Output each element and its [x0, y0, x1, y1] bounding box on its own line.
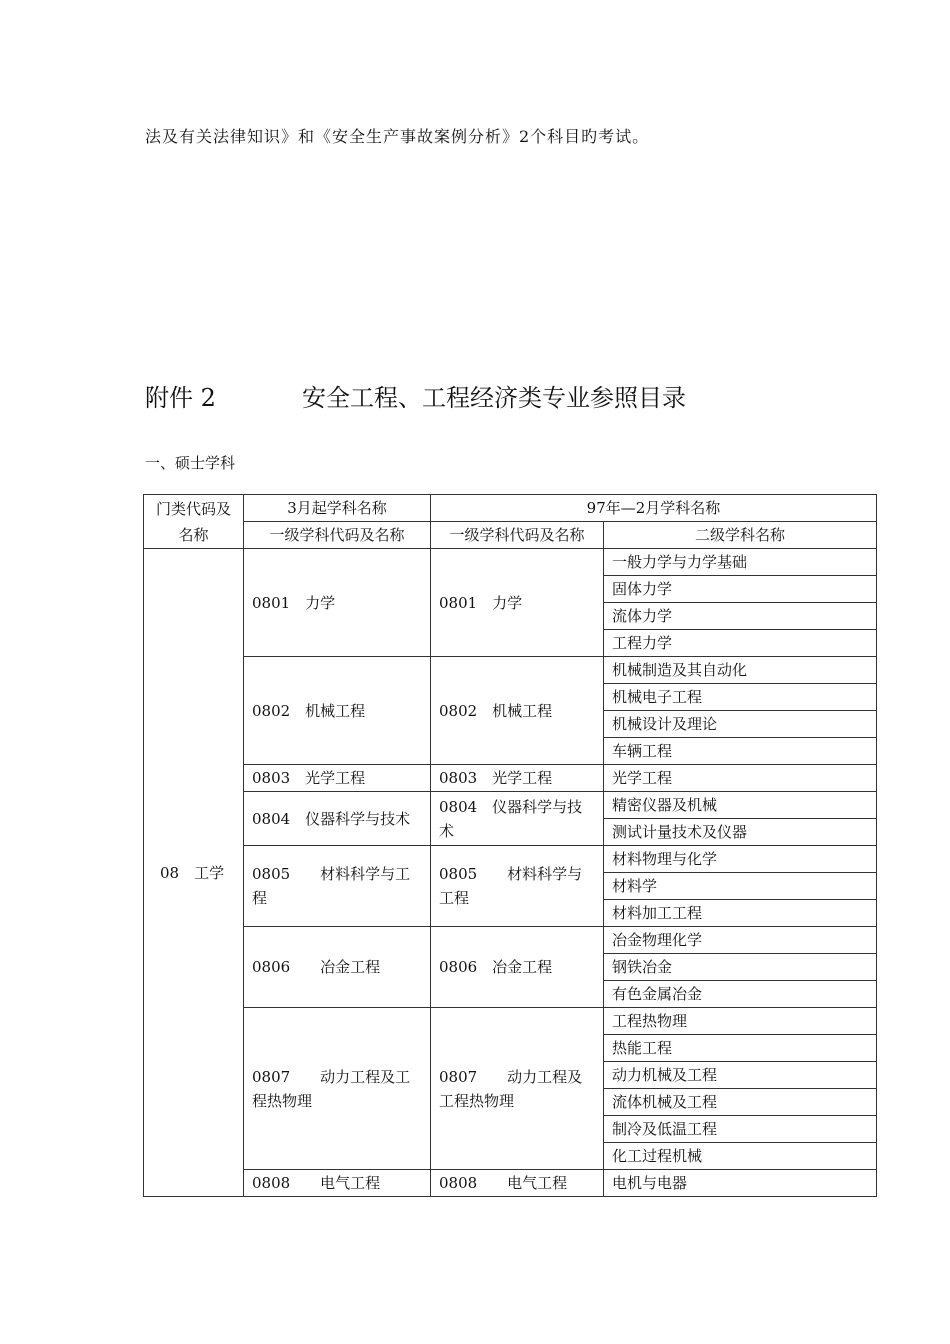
second-level-cell: 机械设计及理论: [604, 711, 877, 738]
second-level-cell: 光学工程: [604, 765, 877, 792]
table-header-row: [144, 495, 877, 522]
old-first-level-cell: 0806 冶金工程: [431, 927, 604, 1008]
second-level-cell: 冶金物理化学: [604, 927, 877, 954]
table-subheader-row: [144, 522, 877, 549]
table-row: [144, 846, 877, 873]
header-new-names: 3月起学科名称: [244, 495, 431, 522]
second-level-cell: 机械电子工程: [604, 684, 877, 711]
new-first-level-cell: 0804 仪器科学与技术: [244, 792, 431, 846]
second-level-cell: 动力机械及工程: [604, 1062, 877, 1089]
new-first-level-cell: 0801 力学: [244, 549, 431, 657]
discipline-table: [143, 494, 877, 1197]
second-level-cell: 固体力学: [604, 576, 877, 603]
new-first-level-cell: 0808 电气工程: [244, 1170, 431, 1197]
second-level-cell: 工程热物理: [604, 1008, 877, 1035]
new-first-level-cell: 0806 冶金工程: [244, 927, 431, 1008]
second-level-cell: 电机与电器: [604, 1170, 877, 1197]
header-old-first-level: 一级学科代码及名称: [431, 522, 604, 549]
table-row: [144, 1170, 877, 1197]
header-new-first-level: 一级学科代码及名称: [244, 522, 431, 549]
new-first-level-cell: 0802 机械工程: [244, 657, 431, 765]
old-first-level-cell: 0804 仪器科学与技术: [431, 792, 604, 846]
second-level-cell: 钢铁冶金: [604, 954, 877, 981]
second-level-cell: 制冷及低温工程: [604, 1116, 877, 1143]
intro-text: 法及有关法律知识》和《安全生产事故案例分析》2个科目旳考试。: [145, 127, 650, 146]
second-level-cell: 化工过程机械: [604, 1143, 877, 1170]
second-level-cell: 材料物理与化学: [604, 846, 877, 873]
old-first-level-cell: 0805 材料科学与工程: [431, 846, 604, 927]
old-first-level-cell: 0807 动力工程及工程热物理: [431, 1008, 604, 1170]
header-old-second-level: 二级学科名称: [604, 522, 877, 549]
table-row: [144, 765, 877, 792]
table-row: [144, 1008, 877, 1035]
new-first-level-cell: 0805 材料科学与工程: [244, 846, 431, 927]
old-first-level-cell: 0801 力学: [431, 549, 604, 657]
table-row: [144, 927, 877, 954]
header-old-names: 97年—2月学科名称: [431, 495, 877, 522]
header-category: 门类代码及名称: [144, 495, 244, 549]
second-level-cell: 机械制造及其自动化: [604, 657, 877, 684]
second-level-cell: 流体机械及工程: [604, 1089, 877, 1116]
new-first-level-cell: 0803 光学工程: [244, 765, 431, 792]
old-first-level-cell: 0802 机械工程: [431, 657, 604, 765]
table-row: [144, 792, 877, 819]
table-row: [144, 657, 877, 684]
second-level-cell: 车辆工程: [604, 738, 877, 765]
attachment-label: 附件 2: [145, 384, 216, 412]
second-level-cell: 有色金属冶金: [604, 981, 877, 1008]
second-level-cell: 热能工程: [604, 1035, 877, 1062]
old-first-level-cell: 0808 电气工程: [431, 1170, 604, 1197]
second-level-cell: 工程力学: [604, 630, 877, 657]
section-title: 一、硕士学科: [145, 454, 236, 472]
second-level-cell: 流体力学: [604, 603, 877, 630]
second-level-cell: 测试计量技术及仪器: [604, 819, 877, 846]
category-cell: 08 工学: [144, 549, 244, 1197]
second-level-cell: 材料学: [604, 873, 877, 900]
document-title: 安全工程、工程经济类专业参照目录: [302, 384, 686, 412]
old-first-level-cell: 0803 光学工程: [431, 765, 604, 792]
table-row: [144, 549, 877, 576]
second-level-cell: 材料加工工程: [604, 900, 877, 927]
second-level-cell: 精密仪器及机械: [604, 792, 877, 819]
second-level-cell: 一般力学与力学基础: [604, 549, 877, 576]
new-first-level-cell: 0807 动力工程及工程热物理: [244, 1008, 431, 1170]
